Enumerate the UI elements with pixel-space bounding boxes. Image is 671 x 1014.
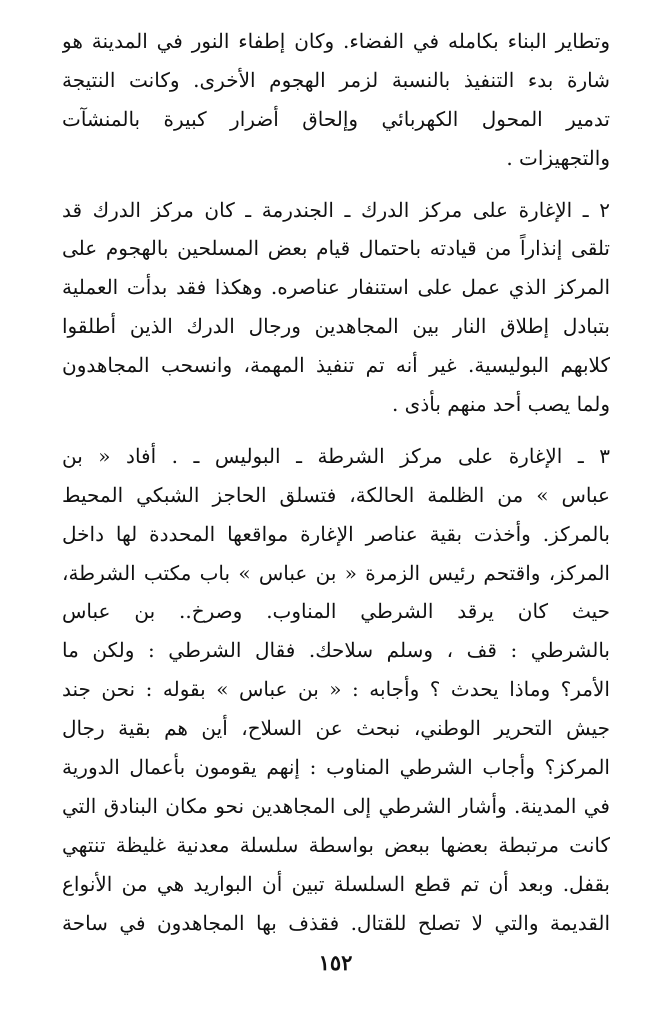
text-line: المركز، واقتحم رئيس الزمرة « بن عباس » باب مكتب الشرطة، bbox=[62, 560, 610, 585]
text-line: في المدينة. وأشار الشرطي إلى المجاهدين نحو مكان البنادق التي bbox=[62, 793, 610, 818]
text-line: حيث كان يرقد الشرطي المناوب. وصرخ.. بن عباس bbox=[62, 599, 610, 624]
text-line: تدمير المحول الكهربائي وإلحاق أضرار كبيرة بالمنشآت bbox=[62, 106, 610, 131]
text-line: ٢ ـ الإغارة على مركز الدرك ـ الجندرمة ـ كان مركز الدرك قد bbox=[62, 197, 610, 222]
paragraph-spacer bbox=[62, 178, 610, 191]
text-line: بتبادل إطلاق النار بين المجاهدين ورجال الدرك الذين أطلقوا bbox=[62, 314, 610, 339]
text-line: المركز الذي عمل على استنفار عناصره. وهكذا فقد بدأت العملية bbox=[62, 275, 610, 300]
text-line: كلابهم البوليسية. غير أنه تم تنفيذ المهمة، وانسحب المجاهدون bbox=[62, 353, 610, 378]
text-line: الأمر؟ وماذا يحدث ؟ وأجابه : « بن عباس » بقوله : نحن جند bbox=[62, 677, 610, 702]
text-line: المركز؟ وأجاب الشرطي المناوب : إنهم يقومون بأعمال الدورية bbox=[62, 755, 610, 780]
paragraph-1 bbox=[62, 22, 610, 178]
text-line: بالشرطي : قف ، وسلم سلاحك. فقال الشرطي : ولكن ما bbox=[62, 638, 610, 663]
text-line: والتجهيزات . bbox=[506, 145, 610, 170]
text-line: ولما يصب أحد منهم بأذى . bbox=[391, 392, 610, 417]
text-line: بالمركز. وأخذت بقية عناصر الإغارة مواقعها المحددة لها داخل bbox=[62, 521, 610, 546]
text-line: كانت مرتبطة بعضها ببعض بواسطة سلسلة معدنية غليظة تنتهي bbox=[62, 832, 610, 857]
text-line: وتطاير البناء بكامله في الفضاء. وكان إطفاء النور في المدينة هو bbox=[62, 29, 610, 53]
paragraph-3 bbox=[62, 437, 610, 943]
text-line: القديمة والتي لا تصلح للقتال. فقذف بها المجاهدون في ساحة bbox=[62, 910, 610, 935]
text-line: بقفل. وبعد أن تم قطع السلسلة تبين أن البواريد هي من الأنواع bbox=[62, 871, 610, 896]
text-line: جيش التحرير الوطني، نبحث عن السلاح، أين هم بقية رجال bbox=[62, 716, 610, 741]
text-line: شارة بدء التنفيذ بالنسبة لزمر الهجوم الأخرى. وكانت النتيجة bbox=[62, 67, 610, 92]
page-body bbox=[62, 22, 610, 942]
paragraph-spacer bbox=[62, 424, 610, 437]
text-line: ٣ ـ الإغارة على مركز الشرطة ـ البوليس ـ . أفاد « بن bbox=[62, 443, 610, 468]
text-line: تلقى إنذاراً من قيادته باحتمال قيام بعض المسلحين بالهجوم على bbox=[62, 236, 610, 261]
paragraph-2 bbox=[62, 191, 610, 424]
page-number: ١٥٢ bbox=[318, 950, 353, 975]
text-line: عباس » من الظلمة الحالكة، فتسلق الحاجز الشبكي المحيط bbox=[62, 482, 610, 507]
